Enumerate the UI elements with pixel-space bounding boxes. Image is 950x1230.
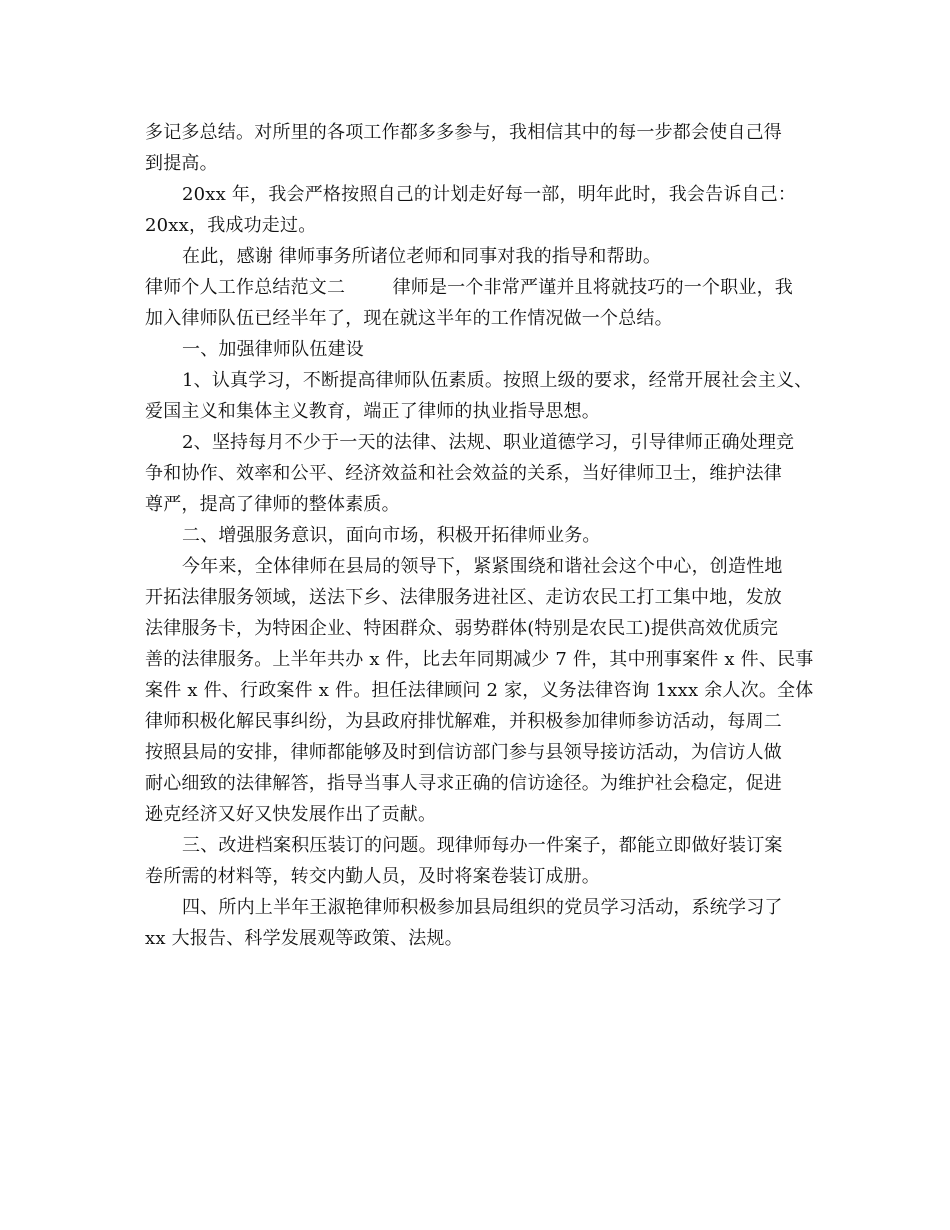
text-line-5: 在此，感谢 律师事务所诸位老师和同事对我的指导和帮助。: [182, 246, 662, 267]
text-line-7: 加入律师队伍已经半年了，现在就这半年的工作情况做一个总结。: [145, 308, 673, 329]
text-line-4: 20xx，我成功走过。: [145, 215, 317, 236]
text-line-11: 2、坚持每月不少于一天的法律、法规、职业道德学习，引导律师正确处理竞: [182, 432, 795, 453]
text-line-24: 三、改进档案积压装订的问题。现律师每办一件案子，都能立即做好装订案: [182, 835, 783, 856]
text-line-17: 法律服务卡，为特困企业、特困群众、弱势群体(特别是农民工)提供高效优质完: [145, 618, 779, 639]
text-line-10: 爱国主义和集体主义教育，端正了律师的执业指导思想。: [145, 401, 600, 422]
text-line-13: 尊严，提高了律师的整体素质。: [145, 494, 400, 515]
text-line-1: 多记多总结。对所里的各项工作都多多参与，我相信其中的每一步都会使自己得: [145, 122, 782, 143]
text-line-26: 四、所内上半年王淑艳律师积极参加县局组织的党员学习活动，系统学习了: [182, 897, 783, 918]
text-line-18: 善的法律服务。上半年共办 x 件，比去年同期减少 7 件，其中刑事案件 x 件、民事: [145, 649, 814, 670]
text-line-12: 争和协作、效率和公平、经济效益和社会效益的关系，当好律师卫士，维护法律: [145, 463, 782, 484]
text-line-9: 1、认真学习，不断提高律师队伍素质。按照上级的要求，经常开展社会主义、: [182, 370, 813, 391]
text-line-20: 律师积极化解民事纠纷，为县政府排忧解难，并积极参加律师参访活动，每周二: [145, 711, 782, 732]
text-line-22: 耐心细致的法律解答，指导当事人寻求正确的信访途径。为维护社会稳定，促进: [145, 773, 782, 794]
document-body: [145, 117, 814, 954]
text-line-25: 卷所需的材料等，转交内勤人员，及时将案卷装订成册。: [145, 866, 600, 887]
text-line-3: 20xx 年，我会严格按照自己的计划走好每一部，明年此时，我会告诉自己：: [182, 184, 797, 205]
text-line-14: 二、增强服务意识，面向市场，积极开拓律师业务。: [182, 525, 601, 546]
text-line-23: 逊克经济又好又快发展作出了贡献。: [145, 804, 437, 825]
text-line-21: 按照县局的安排，律师都能够及时到信访部门参与县领导接访活动，为信访人做: [145, 742, 782, 763]
text-line-27: xx 大报告、科学发展观等政策、法规。: [145, 928, 463, 949]
text-line-19: 案件 x 件、行政案件 x 件。担任法律顾问 2 家，义务法律咨询 1xxx 余人次。全体: [145, 680, 814, 701]
text-line-16: 开拓法律服务领域，送法下乡、法律服务进社区、走访农民工打工集中地，发放: [145, 587, 782, 608]
text-line-8: 一、加强律师队伍建设: [182, 339, 364, 360]
text-line-15: 今年来，全体律师在县局的领导下，紧紧围绕和谐社会这个中心，创造性地: [182, 556, 783, 577]
text-line-2: 到提高。: [145, 153, 218, 174]
text-line-6: 律师个人工作总结范文二 律师是一个非常严谨并且将就技巧的一个职业，我: [145, 277, 793, 298]
